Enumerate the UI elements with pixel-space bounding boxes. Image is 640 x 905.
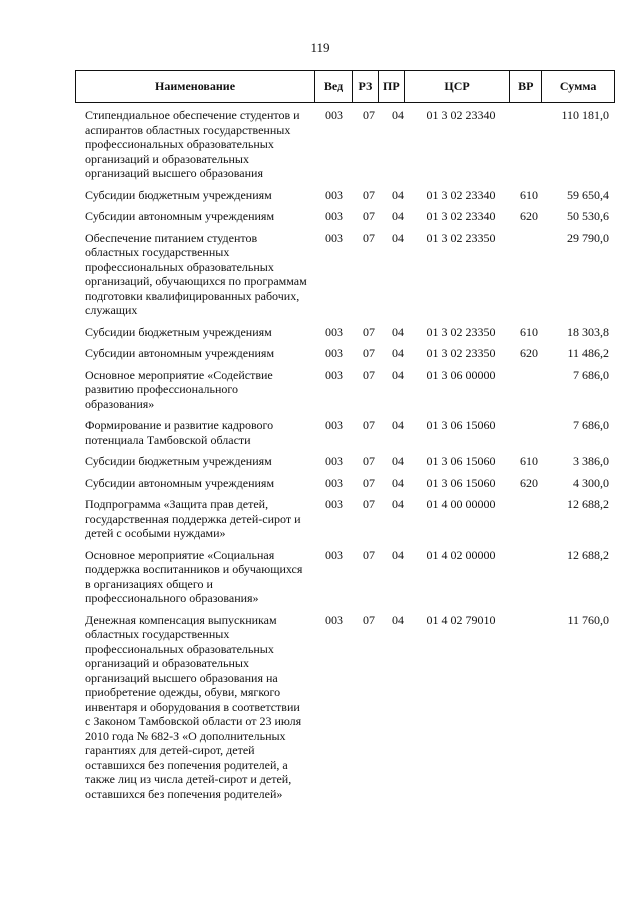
row-name: Субсидии бюджетным учреждениям	[85, 324, 272, 339]
table-body	[75, 108, 615, 808]
row-csr: 01 3 06 00000	[426, 367, 496, 382]
row-ved: 003	[325, 418, 343, 432]
row-rz: 07	[363, 346, 375, 360]
row-sum: 3 386,0	[573, 454, 609, 468]
row-sum: 11 486,2	[567, 346, 609, 360]
table-row	[75, 548, 615, 606]
row-vr	[511, 613, 547, 802]
row-ved: 003	[325, 367, 343, 382]
page-number: 119	[310, 40, 330, 55]
table-row	[75, 209, 615, 224]
row-vr	[511, 418, 547, 447]
row-pr: 04	[392, 346, 404, 360]
table-row	[75, 476, 615, 491]
header-sum: Сумма	[559, 79, 597, 93]
table-row	[75, 108, 615, 181]
row-sum: 11 760,0	[567, 612, 609, 627]
row-vr: 620	[520, 346, 538, 360]
header-name: Наименование	[76, 71, 315, 102]
row-sum: 12 688,2	[567, 547, 609, 562]
row-csr: 01 3 02 23340	[426, 209, 496, 223]
row-name: Субсидии автономным учреждениям	[85, 475, 275, 490]
row-vr: 610	[520, 187, 538, 202]
row-ved: 003	[325, 209, 343, 223]
row-pr: 04	[392, 418, 404, 432]
table-row	[75, 418, 615, 447]
row-csr: 01 4 00 00000	[426, 497, 496, 511]
row-name: Обеспечение питанием студентов областных государственных профессиональных образовательных организаций, обучающихся по программам подготовки квалифицированных рабочих, служащих	[85, 230, 307, 317]
row-sum: 59 650,4	[567, 187, 609, 202]
row-name: Стипендиальное обеспечение студентов и аспирантов областных государственных профессиональных образовательных организаций и образовательных организаций высшего образования	[85, 108, 300, 180]
row-name: Субсидии автономным учреждениям	[85, 346, 275, 360]
row-rz: 07	[363, 324, 375, 339]
row-ved: 003	[325, 475, 343, 490]
row-sum: 4 300,0	[573, 475, 609, 490]
table-row	[75, 368, 615, 412]
table-row	[75, 497, 615, 541]
row-rz: 07	[363, 209, 375, 223]
row-ved: 003	[325, 108, 343, 122]
row-csr: 01 3 02 23350	[426, 230, 496, 245]
row-ved: 003	[325, 454, 343, 468]
row-vr	[511, 108, 547, 181]
row-pr: 04	[392, 230, 404, 245]
row-rz: 07	[363, 475, 375, 490]
row-ved: 003	[325, 612, 343, 627]
row-pr: 04	[392, 547, 404, 562]
table-header	[75, 70, 615, 103]
row-rz: 07	[363, 187, 375, 202]
row-ved: 003	[325, 230, 343, 245]
row-vr	[511, 231, 547, 318]
row-rz: 07	[363, 367, 375, 382]
row-vr	[511, 497, 547, 541]
row-pr: 04	[392, 454, 404, 468]
table-row	[75, 346, 615, 361]
row-vr: 620	[520, 209, 538, 223]
row-name: Подпрограмма «Защита прав детей, государственная поддержка детей-сирот и детей с особыми нуждами»	[85, 497, 301, 540]
row-ved: 003	[325, 346, 343, 360]
row-pr: 04	[392, 209, 404, 223]
row-pr: 04	[392, 187, 404, 202]
table-row	[75, 188, 615, 203]
row-name: Субсидии бюджетным учреждениям	[85, 454, 272, 468]
row-csr: 01 3 06 15060	[426, 454, 496, 468]
row-sum: 12 688,2	[567, 497, 609, 511]
row-pr: 04	[392, 497, 404, 511]
row-csr: 01 3 02 23340	[426, 108, 496, 122]
row-name: Формирование и развитие кадрового потенциала Тамбовской области	[85, 418, 274, 447]
row-rz: 07	[363, 612, 375, 627]
row-vr: 610	[520, 454, 538, 468]
table-row	[75, 454, 615, 469]
row-ved: 003	[325, 324, 343, 339]
row-sum: 7 686,0	[573, 367, 609, 382]
row-csr: 01 3 02 23350	[426, 346, 496, 360]
row-rz: 07	[363, 108, 375, 122]
header-rz: РЗ	[353, 71, 379, 102]
row-csr: 01 3 02 23350	[426, 324, 496, 339]
header-vr: ВР	[510, 71, 542, 102]
table-row	[75, 613, 615, 802]
row-pr: 04	[392, 324, 404, 339]
row-sum: 29 790,0	[567, 230, 609, 245]
row-csr: 01 4 02 79010	[426, 612, 496, 627]
row-name: Основное мероприятие «Социальная поддержка воспитанников и обучающихся в организациях общего и профессионального образования»	[85, 547, 303, 605]
row-pr: 04	[392, 475, 404, 490]
header-ved: Вед	[315, 71, 353, 102]
row-sum: 18 303,8	[567, 324, 609, 339]
row-vr	[511, 368, 547, 412]
row-csr: 01 3 06 15060	[426, 418, 496, 432]
row-csr: 01 3 06 15060	[426, 475, 496, 490]
table-row	[75, 231, 615, 318]
row-name: Денежная компенсация выпускникам областных государственных профессиональных образовательных организаций и образовательных организаций высшего образования на приобретение одежды, обуви, мягкого инвентаря и оборудования в соответствии с Законом Тамбовской области от 23 июля 2010 года № 682-З «О дополнительных гарантиях для детей-сирот, детей оставшихся без попечения родителей, а также лиц из числа детей-сирот и детей, оставшихся без попечения родителей»	[85, 612, 302, 801]
header-pr: ПР	[379, 71, 405, 102]
row-ved: 003	[325, 547, 343, 562]
row-ved: 003	[325, 187, 343, 202]
row-rz: 07	[363, 497, 375, 511]
row-pr: 04	[392, 108, 404, 122]
row-vr: 610	[520, 324, 538, 339]
row-sum: 50 530,6	[567, 209, 609, 223]
row-rz: 07	[363, 454, 375, 468]
table-row	[75, 325, 615, 340]
row-sum: 110 181,0	[561, 108, 609, 122]
row-name: Субсидии бюджетным учреждениям	[85, 187, 272, 202]
header-csr: ЦСР	[405, 71, 511, 102]
row-pr: 04	[392, 367, 404, 382]
row-vr: 620	[520, 475, 538, 490]
row-csr: 01 4 02 00000	[426, 547, 496, 562]
row-name: Субсидии автономным учреждениям	[85, 209, 275, 223]
row-sum: 7 686,0	[573, 418, 609, 432]
row-ved: 003	[325, 497, 343, 511]
row-rz: 07	[363, 230, 375, 245]
row-csr: 01 3 02 23340	[426, 187, 496, 202]
row-vr	[511, 548, 547, 606]
row-name: Основное мероприятие «Содействие развитию профессионального образования»	[85, 367, 273, 411]
row-rz: 07	[363, 418, 375, 432]
row-pr: 04	[392, 612, 404, 627]
row-rz: 07	[363, 547, 375, 562]
